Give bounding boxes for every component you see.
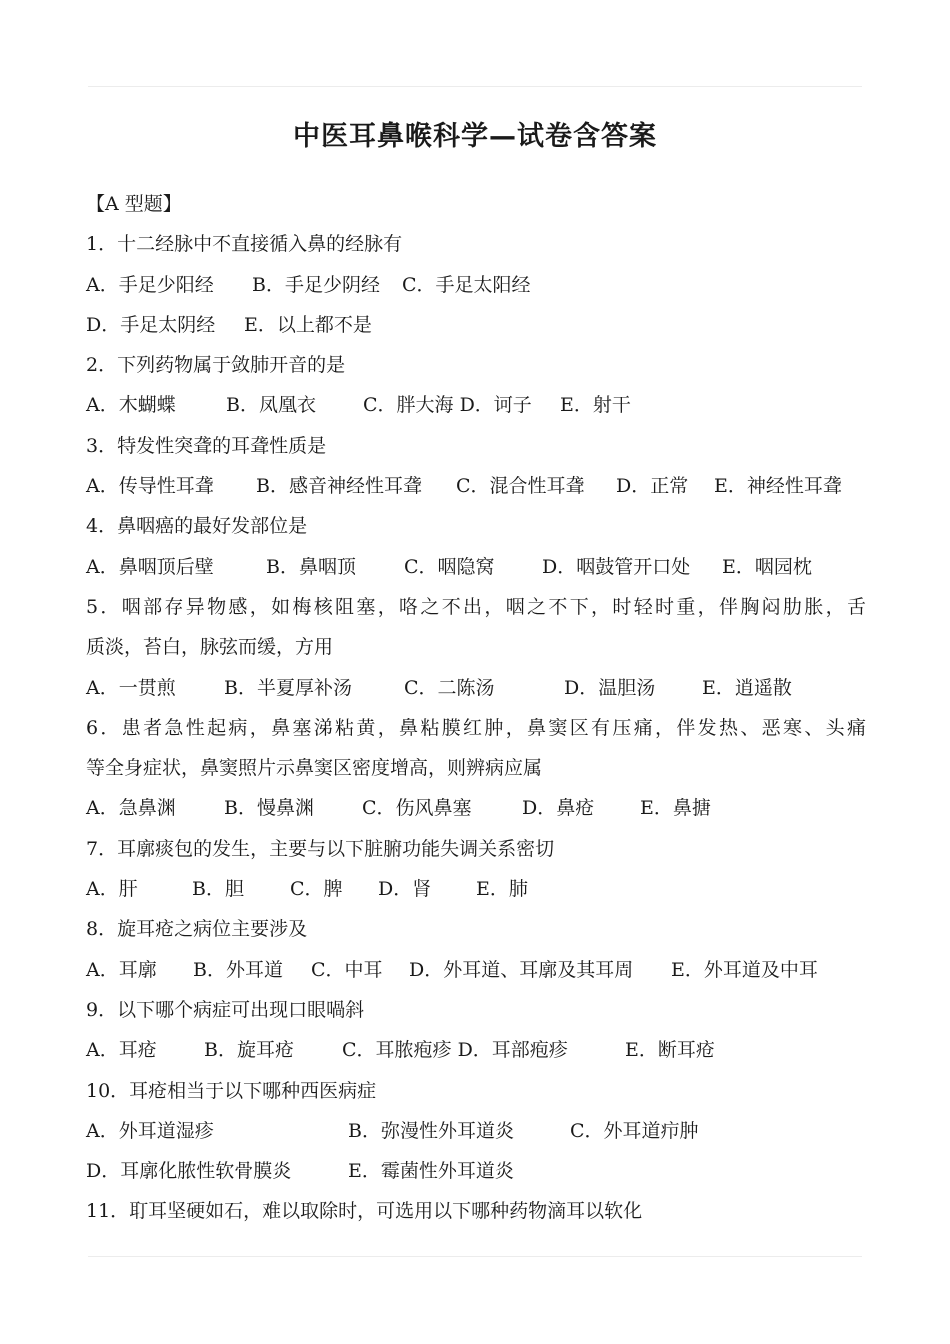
option: E．鼻搪 xyxy=(640,797,711,820)
question-stem: 6．患者急性起病，鼻塞涕粘黄，鼻粘膜红肿，鼻窦区有压痛，伴发热、恶寒、头痛 xyxy=(86,716,866,739)
question-stem-cont: 质淡，苔白，脉弦而缓，方用 xyxy=(86,636,334,659)
option: D．手足太阴经 xyxy=(86,313,216,336)
option: B．外耳道 xyxy=(193,958,283,981)
question-stem: 2．下列药物属于敛肺开音的是 xyxy=(86,354,346,377)
option: A．耳廓 xyxy=(86,958,157,981)
options-row xyxy=(86,466,866,506)
footer-rule xyxy=(88,1256,862,1257)
option: B．胆 xyxy=(192,878,244,901)
option: A．传导性耳聋 xyxy=(86,475,214,498)
option: D．肾 xyxy=(378,878,432,901)
option: C．外耳道疖肿 xyxy=(570,1119,699,1142)
options-row xyxy=(86,305,866,345)
question-stem: 10．耳疮相当于以下哪种西医病症 xyxy=(86,1079,377,1102)
options-row xyxy=(86,1151,866,1191)
section-label: 【A 型题】 xyxy=(86,193,182,215)
option: E．神经性耳聋 xyxy=(714,475,842,498)
option: A．手足少阳经 xyxy=(86,273,214,296)
option: E．射干 xyxy=(560,394,631,417)
option: A．外耳道湿疹 xyxy=(86,1119,214,1142)
options-row xyxy=(86,869,866,909)
options-row xyxy=(86,788,866,828)
option: B．旋耳疮 xyxy=(204,1039,294,1062)
option: E．霉菌性外耳道炎 xyxy=(348,1160,514,1183)
option: C．手足太阳经 xyxy=(402,273,531,296)
option: B．凤凰衣 xyxy=(226,394,316,417)
options-row xyxy=(86,547,866,587)
option: D．鼻疮 xyxy=(522,797,595,820)
option: D．正常 xyxy=(616,475,689,498)
header-rule xyxy=(88,86,862,87)
option: E．断耳疮 xyxy=(625,1039,715,1062)
options-row xyxy=(86,265,866,305)
option: C．中耳 xyxy=(311,958,383,981)
option: E．以上都不是 xyxy=(244,313,372,336)
option: D．外耳道、耳廓及其耳周 xyxy=(409,958,634,981)
option: A．急鼻渊 xyxy=(86,797,176,820)
option: A．一贯煎 xyxy=(86,676,176,699)
option: C．混合性耳聋 xyxy=(456,475,585,498)
question-stem: 7．耳廓痰包的发生，主要与以下脏腑功能失调关系密切 xyxy=(86,837,555,860)
options-row xyxy=(86,1030,866,1070)
page-title: 中医耳鼻喉科学—试卷含答案 xyxy=(293,121,657,152)
option: C．脾 xyxy=(290,878,343,901)
question-stem: 5．咽部存异物感，如梅核阻塞，咯之不出，咽之不下，时轻时重，伴胸闷肋胀，舌 xyxy=(86,595,866,618)
option: C．耳脓疱疹 D．耳部疱疹 xyxy=(342,1039,568,1062)
option: B．弥漫性外耳道炎 xyxy=(348,1119,514,1142)
option: B．手足少阴经 xyxy=(252,273,380,296)
option: B．半夏厚补汤 xyxy=(224,676,352,699)
option: D．温胆汤 xyxy=(564,676,656,699)
option: A．肝 xyxy=(86,878,138,901)
option: E．外耳道及中耳 xyxy=(671,958,818,981)
option: C．伤风鼻塞 xyxy=(362,797,472,820)
option: B．感音神经性耳聋 xyxy=(256,475,422,498)
option: D．咽鼓管开口处 xyxy=(542,555,691,578)
option: E．逍遥散 xyxy=(702,676,792,699)
options-row xyxy=(86,668,866,708)
question-stem-cont: 等全身症状，鼻窦照片示鼻窦区密度增高，则辨病应属 xyxy=(86,757,543,780)
option: C．咽隐窝 xyxy=(404,555,495,578)
question-stem: 9．以下哪个病症可出现口眼喎斜 xyxy=(86,998,365,1021)
option: E．肺 xyxy=(476,878,528,901)
option: A．木蝴蝶 xyxy=(86,394,176,417)
question-stem: 11．耵耳坚硬如石，难以取除时，可选用以下哪种药物滴耳以软化 xyxy=(86,1200,643,1223)
option: D．耳廓化脓性软骨膜炎 xyxy=(86,1160,292,1183)
option: C．二陈汤 xyxy=(404,676,495,699)
option: B．鼻咽顶 xyxy=(266,555,356,578)
option: A．鼻咽顶后壁 xyxy=(86,555,214,578)
question-stem: 4．鼻咽癌的最好发部位是 xyxy=(86,515,308,538)
question-stem: 1．十二经脉中不直接循入鼻的经脉有 xyxy=(86,233,403,256)
question-list xyxy=(86,184,866,1232)
option: C．胖大海 D．诃子 xyxy=(363,394,532,417)
option: B．慢鼻渊 xyxy=(224,797,314,820)
options-row xyxy=(86,950,866,990)
question-stem: 8．旋耳疮之病位主要涉及 xyxy=(86,918,308,941)
option: A．耳疮 xyxy=(86,1039,157,1062)
option: E．咽园枕 xyxy=(722,555,812,578)
options-row xyxy=(86,1111,866,1151)
question-stem: 3．特发性突聋的耳聋性质是 xyxy=(86,434,327,457)
options-row xyxy=(86,385,866,425)
